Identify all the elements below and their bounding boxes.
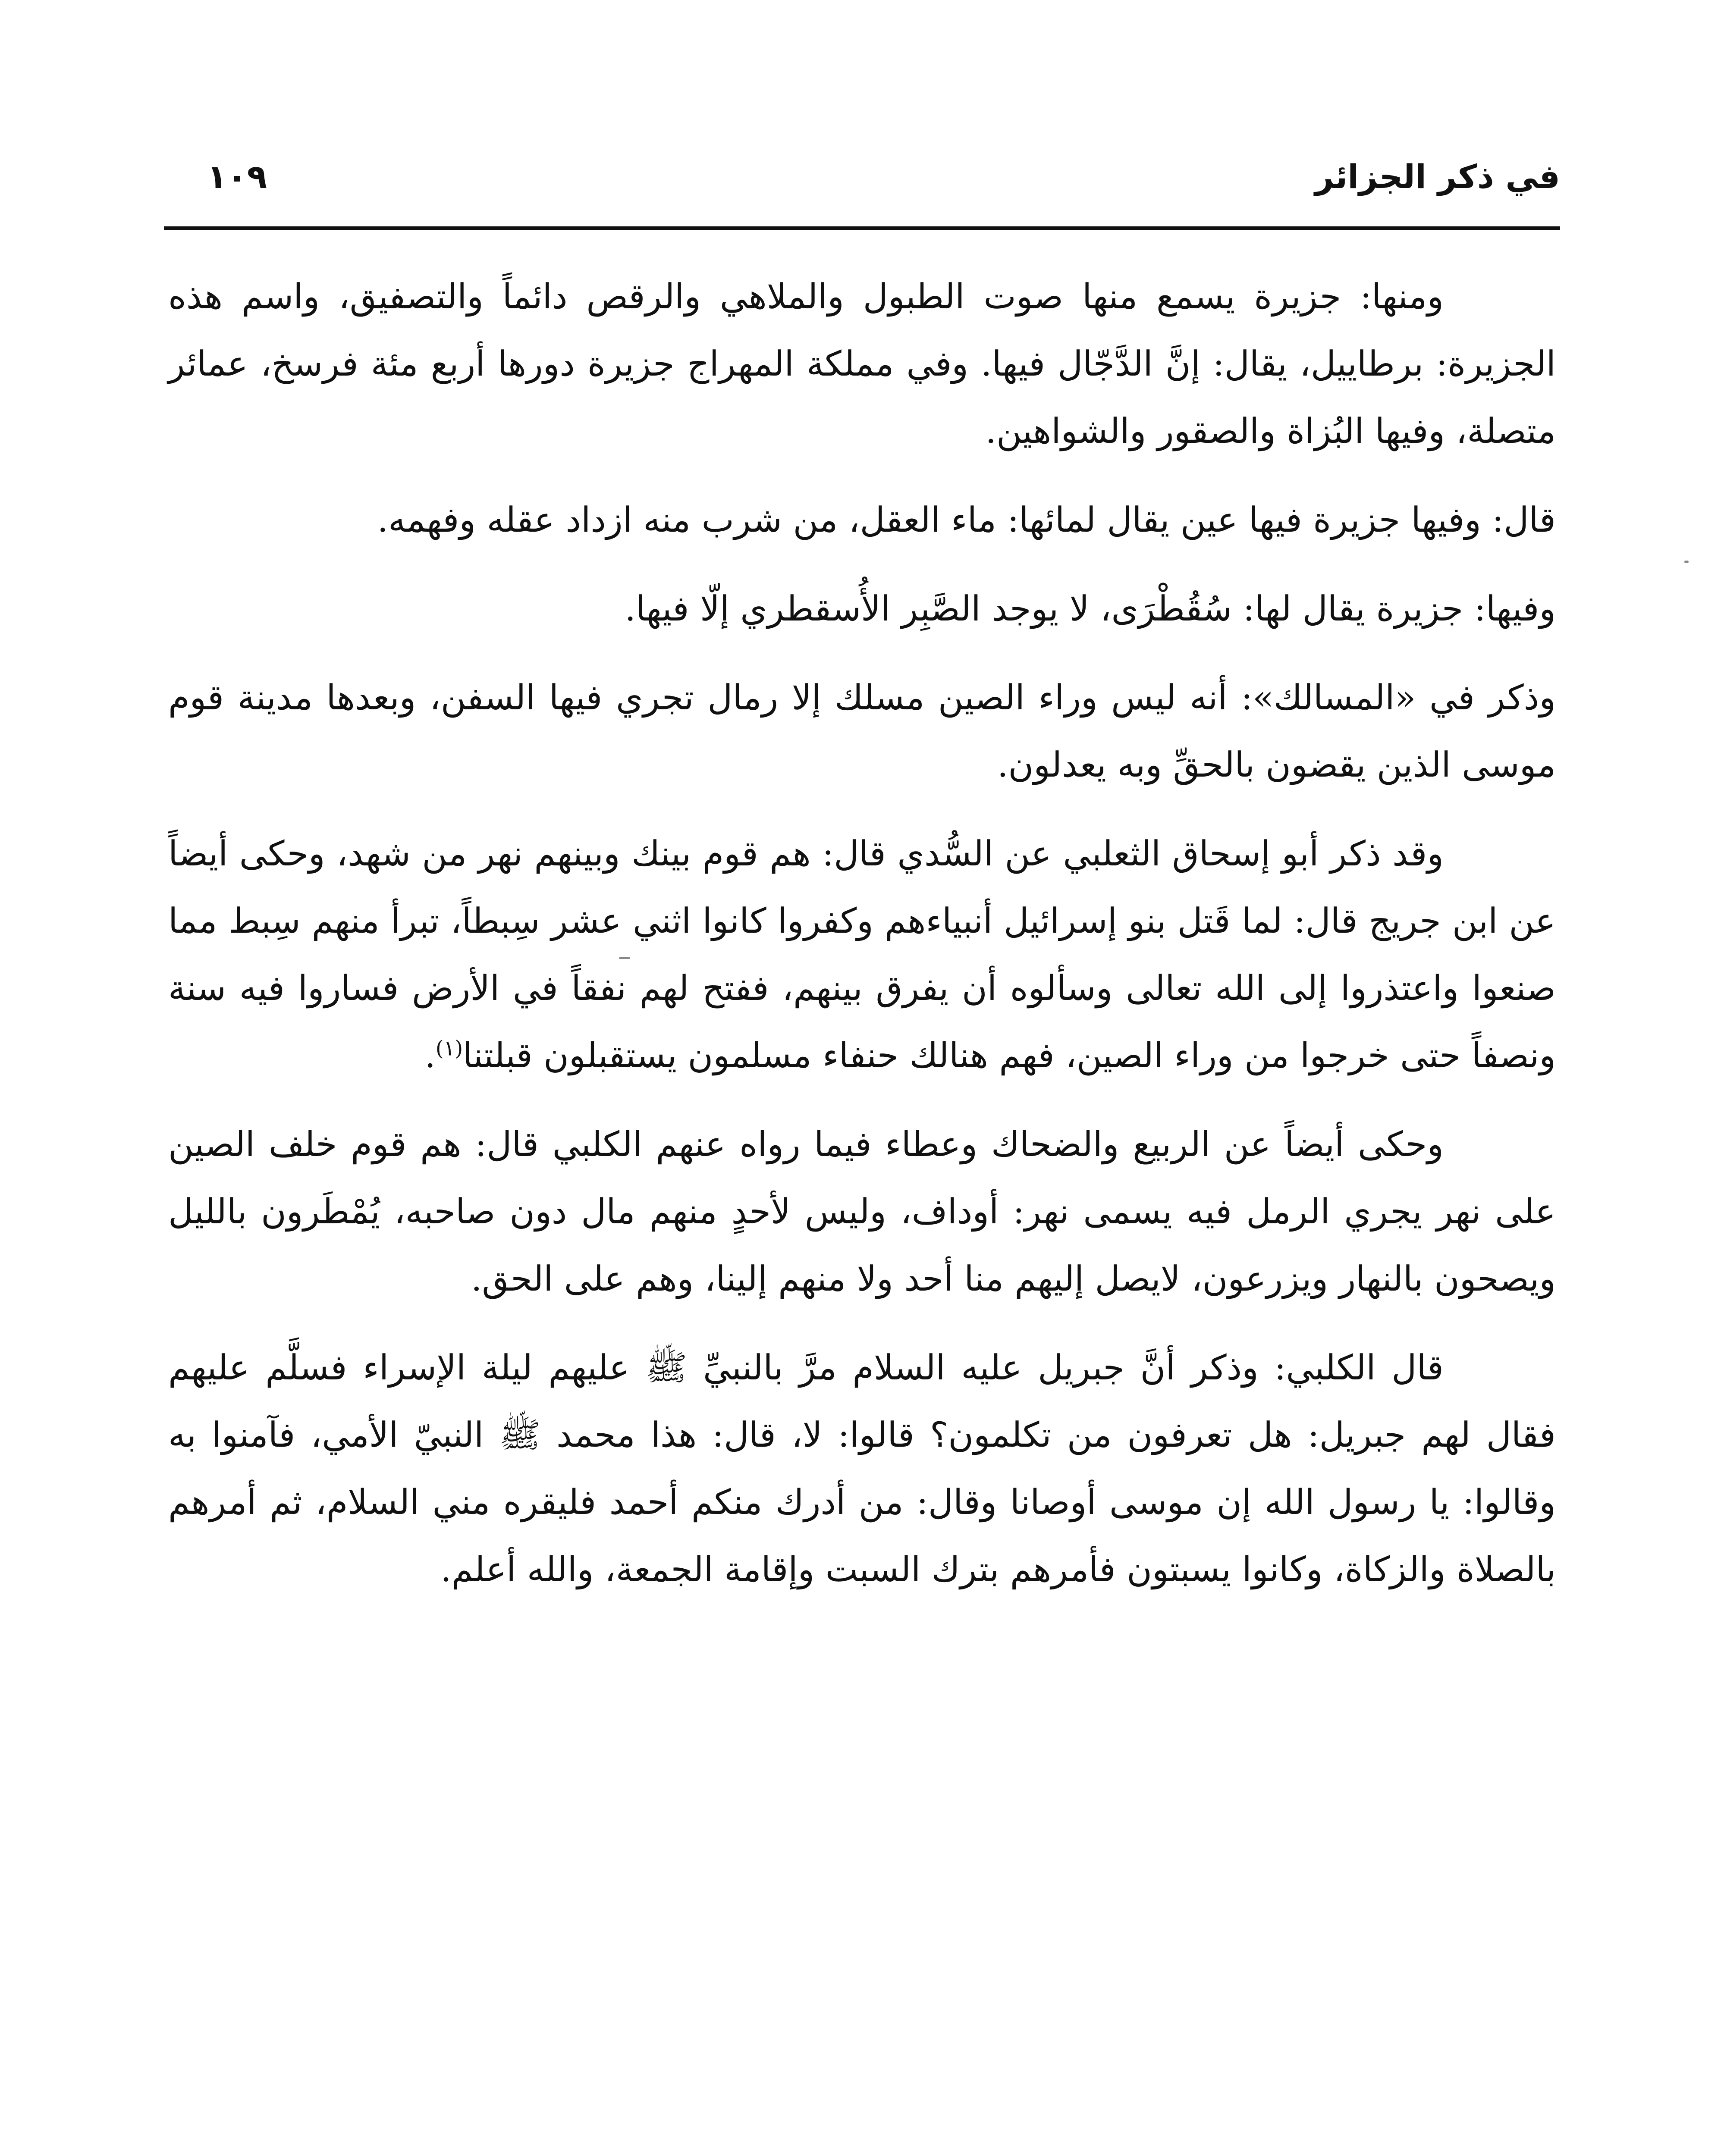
footnote-reference[interactable]: (١)	[435, 1036, 463, 1061]
paragraph: وحكى أيضاً عن الربيع والضحاك وعطاء فيما رواه عنهم الكلبي قال: هم قوم خلف الصين على نهر يجري الرمل فيه يسمى نهر: أوداف، وليس لأحدٍ منهم مال دون صاحبه، يُمْطَرون بالليل ويصحون بالنهار ويزرعون، لايصل إليهم منا أحد ولا منهم إلينا، وهم على الحق.	[168, 1124, 1556, 1299]
paragraph: وفيها: جزيرة يقال لها: سُقُطْرَى، لا يوجد الصَّبِر الأُسقطري إلّا فيها.	[625, 589, 1556, 629]
header-rule	[164, 226, 1560, 230]
scan-speck	[1684, 561, 1689, 563]
paragraph: وذكر في «المسالك»: أنه ليس وراء الصين مسلك إلا رمال تجري فيها السفن، وبعدها مدينة قوم موسى الذين يقضون بالحقِّ وبه يعدلون.	[168, 677, 1556, 785]
paragraph: قال الكلبي: وذكر أنَّ جبريل عليه السلام مرَّ بالنبيِّ ﷺ عليهم ليلة الإسراء فسلَّم عليهم فقال لهم جبريل: هل تعرفون من تكلمون؟ قالوا: لا، قال: هذا محمد ﷺ النبيّ الأمي، فآمنوا به وقالوا: يا رسول الله إن موسى أوصانا وقال: من أدرك منكم أحمد فليقره مني السلام، ثم أمرهم بالصلاة والزكاة، وكانوا يسبتون فأمرهم بترك السبت وإقامة الجمعة، والله أعلم.	[168, 1348, 1556, 1589]
page-header	[164, 142, 1560, 220]
page-number: ١٠٩	[207, 157, 267, 196]
scan-speck	[619, 957, 630, 959]
paragraph: ومنها: جزيرة يسمع منها صوت الطبول والملاهي والرقص دائماً والتصفيق، واسم هذه الجزيرة: برطاييل، يقال: إنَّ الدَّجّال فيها. وفي مملكة المهراج جزيرة دورها أربع مئة فرسخ، عمائر متصلة، وفيها البُزاة والصقور والشواهين.	[168, 276, 1556, 451]
paragraph-with-footnote	[168, 820, 1556, 1089]
paragraph-text: وقد ذكر أبو إسحاق الثعلبي عن السُّدي قال: هم قوم بينك وبينهم نهر من شهد، وحكى أيضاً عن ابن جريج قال: لما قَتل بنو إسرائيل أنبياءهم وكفروا كانوا اثني عشر سِبطاً، تبرأ منهم سِبط مما صنعوا واعتذروا إلى الله تعالى وسألوه أن يفرق بينهم، ففتح لهم نفقاً في الأرض فساروا فيه سنة ونصفاً حتى خرجوا من وراء الصين، فهم هنالك حنفاء مسلمون يستقبلون قبلتنا	[168, 834, 1556, 1075]
running-title: في ذكر الجزائر	[1315, 157, 1560, 196]
paragraph: قال: وفيها جزيرة فيها عين يقال لمائها: ماء العقل، من شرب منه ازداد عقله وفهمه.	[377, 500, 1556, 540]
paragraph-end-mark: .	[424, 1035, 436, 1075]
body-text	[168, 263, 1556, 1625]
